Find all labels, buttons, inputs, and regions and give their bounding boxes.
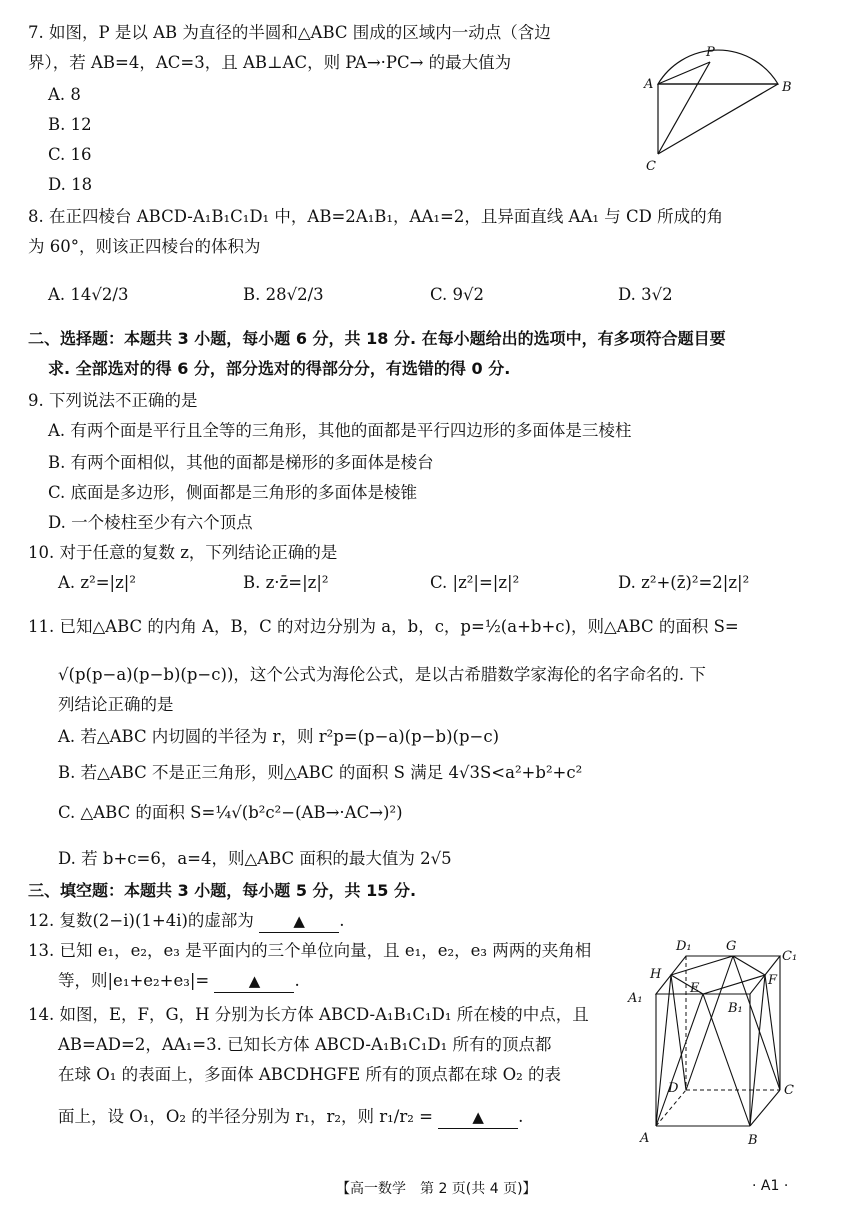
- q11-line1: 11. 已知△ABC 的内角 A，B，C 的对边分别为 a，b，c，p=½(a+b+c)，则△ABC 的面积 S=: [28, 617, 739, 636]
- q8-line1: 8. 在正四棱台 ABCD-A₁B₁C₁D₁ 中，AB=2A₁B₁，AA₁=2，且异面直线 AA₁ 与 CD 所成的角: [28, 207, 724, 226]
- q13-line2: [58, 970, 300, 993]
- q14-end: .: [518, 1107, 524, 1126]
- q8-line2: 为 60°，则该正四棱台的体积为: [28, 237, 261, 256]
- polyhedron-edges: [656, 956, 780, 1126]
- q11-line3: 列结论正确的是: [58, 695, 174, 714]
- segment-pc: [658, 62, 710, 154]
- label-a: A: [640, 1131, 650, 1146]
- q7-figure: [630, 18, 810, 183]
- q14-text: 面上，设 O₁，O₂ 的半径分别为 r₁，r₂，则 r₁/r₂ =: [58, 1107, 433, 1126]
- q14-line3: 在球 O₁ 的表面上，多面体 ABCDHGFE 所有的顶点都在球 O₂ 的表: [58, 1065, 562, 1084]
- label-c: C: [784, 1083, 794, 1098]
- q12-text: 12. 复数(2−i)(1+4i)的虚部为: [28, 911, 254, 930]
- label-b: B: [782, 80, 792, 95]
- q8-option-a: A. 14√2/3: [48, 285, 129, 304]
- q10-option-b: B. z·z̄=|z|²: [243, 573, 329, 592]
- q10-option-a: A. z²=|z|²: [58, 573, 136, 592]
- section3-heading: 三、填空题：本题共 3 小题，每小题 5 分，共 15 分.: [28, 881, 417, 900]
- label-e: E: [690, 981, 700, 996]
- q7-line1: 7. 如图，P 是以 AB 为直径的半圆和△ABC 围成的区域内一动点（含边: [28, 23, 551, 42]
- q11-option-b: B. 若△ABC 不是正三角形，则△ABC 的面积 S 满足 4√3S<a²+b²+c²: [58, 763, 583, 782]
- q14-answer-blank[interactable]: ▲: [438, 1106, 518, 1129]
- q12-line: [28, 910, 344, 933]
- footer-page-info: 【高一数学 第 2 页(共 4 页)】: [336, 1181, 537, 1197]
- q11-option-a: A. 若△ABC 内切圆的半径为 r，则 r²p=(p−a)(p−b)(p−c): [58, 727, 500, 746]
- q12-end: .: [339, 911, 345, 930]
- q9-option-b: B. 有两个面相似，其他的面都是梯形的多面体是棱台: [48, 453, 434, 472]
- label-b1: B₁: [728, 1001, 743, 1016]
- edge-bc: [750, 1090, 780, 1126]
- q7-option-a: A. 8: [48, 85, 81, 104]
- label-p: P: [706, 45, 715, 60]
- q11-option-d: D. 若 b+c=6，a=4，则△ABC 面积的最大值为 2√5: [58, 849, 452, 868]
- section2-heading-line1: 二、选择题：本题共 3 小题，每小题 6 分，共 18 分. 在每小题给出的选项中，有多项符合题目要: [28, 329, 726, 348]
- q9-option-c: C. 底面是多边形，侧面都是三角形的多面体是棱锥: [48, 483, 418, 502]
- label-d1: D₁: [676, 939, 692, 954]
- q14-line2: AB=AD=2，AA₁=3. 已知长方体 ABCD-A₁B₁C₁D₁ 所有的顶点都: [58, 1035, 552, 1054]
- q8-option-c: C. 9√2: [430, 285, 485, 304]
- q14-line4: [58, 1106, 523, 1129]
- q13-text: 等，则|e₁+e₂+e₃|=: [58, 971, 210, 990]
- q8-option-d: D. 3√2: [618, 285, 673, 304]
- q13-line1: 13. 已知 e₁，e₂，e₃ 是平面内的三个单位向量，且 e₁，e₂，e₃ 两两的夹角相: [28, 941, 592, 960]
- hidden-edges: [656, 956, 780, 1126]
- label-a1: A₁: [628, 991, 643, 1006]
- q12-answer-blank[interactable]: ▲: [259, 910, 339, 933]
- label-b: B: [748, 1133, 758, 1148]
- semicircle-shape: [658, 50, 778, 84]
- q13-answer-blank[interactable]: ▲: [214, 970, 294, 993]
- section2-heading-line2: 求. 全部选对的得 6 分，部分选对的得部分分，有选错的得 0 分.: [48, 359, 511, 378]
- label-f: F: [768, 973, 778, 988]
- q9-option-a: A. 有两个面是平行且全等的三角形，其他的面都是平行四边形的多面体是三棱柱: [48, 421, 632, 440]
- q9-stem: 9. 下列说法不正确的是: [28, 391, 198, 410]
- q7-option-c: C. 16: [48, 145, 92, 164]
- q13-end: .: [294, 971, 300, 990]
- q7-option-d: D. 18: [48, 175, 93, 194]
- q8-option-b: B. 28√2/3: [243, 285, 324, 304]
- q11-option-c: C. △ABC 的面积 S=¼√(b²c²−(AB→·AC→)²): [58, 803, 403, 822]
- label-h: H: [650, 967, 662, 982]
- label-d: D: [668, 1081, 679, 1096]
- footer-code: · A1 ·: [752, 1178, 789, 1194]
- label-c: C: [646, 159, 656, 174]
- q9-option-d: D. 一个棱柱至少有六个顶点: [48, 513, 253, 532]
- label-c1: C₁: [782, 949, 798, 964]
- q7-line2: 界），若 AB=4，AC=3，且 AB⊥AC，则 PA→·PC→ 的最大值为: [28, 53, 512, 72]
- label-g: G: [726, 939, 737, 954]
- q10-option-d: D. z²+(z̄)²=2|z|²: [618, 573, 750, 592]
- label-a: A: [644, 77, 654, 92]
- segment-bc: [658, 84, 778, 154]
- q14-line1: 14. 如图，E，F，G，H 分别为长方体 ABCD-A₁B₁C₁D₁ 所在棱的中点，且: [28, 1005, 589, 1024]
- q7-option-b: B. 12: [48, 115, 92, 134]
- q11-line2: √(p(p−a)(p−b)(p−c))，这个公式为海伦公式，是以古希腊数学家海伦的名字命名的. 下: [58, 665, 706, 684]
- q14-figure: [620, 930, 800, 1150]
- q10-stem: 10. 对于任意的复数 z，下列结论正确的是: [28, 543, 338, 562]
- q10-option-c: C. |z²|=|z|²: [430, 573, 520, 592]
- top-face: [656, 956, 780, 994]
- cuboid-edges: [656, 956, 780, 1126]
